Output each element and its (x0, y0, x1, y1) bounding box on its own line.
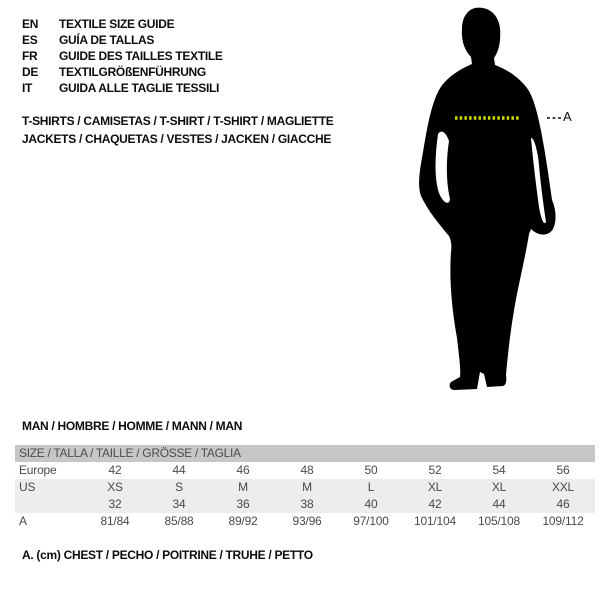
language-row-en (22, 16, 223, 32)
category-jackets: JACKETS / CHAQUETAS / VESTES / JACKEN / GIACCHE (22, 132, 332, 146)
row-label (15, 496, 83, 513)
table-row-us-numeric (15, 496, 595, 513)
table-row-chest-a (15, 513, 595, 530)
size-cell: 44 (492, 497, 506, 511)
row-label: Europe (19, 463, 57, 477)
size-cell: 34 (172, 497, 186, 511)
section-title-man: MAN / HOMBRE / HOMME / MANN / MAN (22, 419, 243, 433)
size-table (15, 445, 595, 530)
row-label: US (19, 480, 36, 494)
language-row-it (22, 80, 223, 96)
size-cell: 48 (300, 463, 314, 477)
size-cell: 93/96 (292, 514, 322, 528)
language-list (22, 16, 223, 96)
language-label: GUÍA DE TALLAS (59, 33, 155, 47)
size-cell: XXL (551, 480, 575, 494)
size-cell: 81/84 (100, 514, 130, 528)
language-label: GUIDE DES TAILLES TEXTILE (59, 49, 223, 63)
size-cell: 46 (236, 463, 250, 477)
size-cell: 97/100 (353, 514, 389, 528)
size-cell: 109/112 (542, 514, 584, 528)
language-label: TEXTILE SIZE GUIDE (59, 17, 175, 31)
size-cell: S (175, 480, 183, 494)
size-cell: L (367, 480, 375, 494)
size-cell: 32 (108, 497, 122, 511)
size-table-header: SIZE / TALLA / TAILLE / GRÖSSE / TAGLIA (15, 445, 595, 462)
language-code: FR (22, 49, 38, 63)
man-silhouette-svg (405, 2, 585, 392)
size-cell: 50 (364, 463, 378, 477)
measurement-footnote: A. (cm) CHEST / PECHO / POITRINE / TRUHE / PETTO (22, 548, 313, 562)
size-cell: 46 (556, 497, 570, 511)
size-cell: 105/108 (478, 514, 520, 528)
language-code: IT (22, 81, 33, 95)
size-cell: 101/104 (414, 514, 456, 528)
language-code: ES (22, 33, 38, 47)
size-cell: 40 (364, 497, 378, 511)
language-row-de (22, 64, 223, 80)
size-cell: 38 (300, 497, 314, 511)
language-code: DE (22, 65, 39, 79)
size-cell: 44 (172, 463, 186, 477)
size-cell: 42 (428, 497, 442, 511)
size-cell: 42 (108, 463, 122, 477)
language-label: GUIDA ALLE TAGLIE TESSILI (59, 81, 220, 95)
size-cell: 56 (556, 463, 570, 477)
size-cell: 36 (236, 497, 250, 511)
man-silhouette-figure (405, 2, 585, 392)
man-silhouette-shape (419, 8, 555, 390)
size-cell: XL (427, 480, 443, 494)
size-cell: XS (107, 480, 123, 494)
language-code: EN (22, 17, 39, 31)
size-cell: XL (491, 480, 507, 494)
language-label: TEXTILGRÖßENFÜHRUNG (59, 65, 206, 79)
language-row-fr (22, 48, 223, 64)
size-cell: M (238, 480, 248, 494)
table-row-europe (15, 462, 595, 479)
category-tshirts: T-SHIRTS / CAMISETAS / T-SHIRT / T-SHIRT / MAGLIETTE (22, 114, 334, 128)
garment-categories (22, 112, 334, 148)
size-cell: 89/92 (228, 514, 258, 528)
table-row-us (15, 479, 595, 496)
language-row-es (22, 32, 223, 48)
size-cell: 54 (492, 463, 506, 477)
measure-label-a: A (563, 109, 572, 124)
size-cell: M (302, 480, 312, 494)
row-label: A (19, 514, 27, 528)
size-cell: 52 (428, 463, 442, 477)
size-cell: 85/88 (164, 514, 194, 528)
